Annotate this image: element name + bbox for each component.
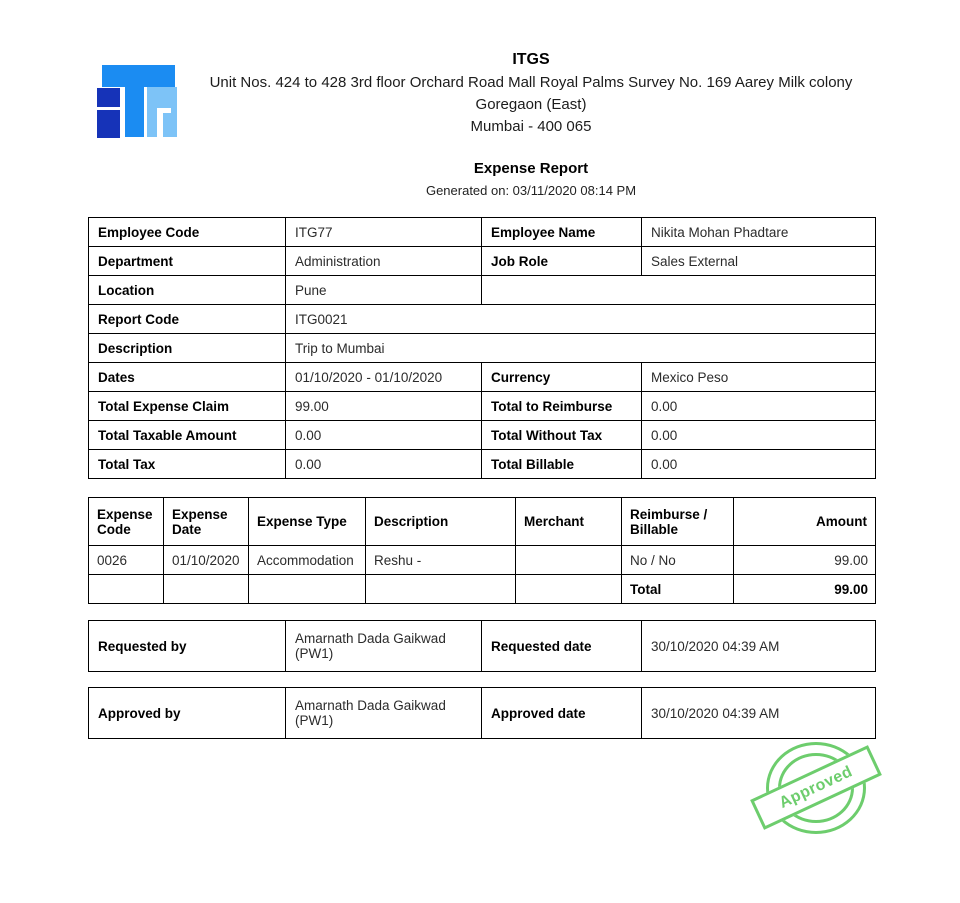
expense-description-cell: Reshu - [366,546,516,575]
table-row [89,363,876,392]
logo-i-stem-shape [97,110,120,138]
empty-cell [366,575,516,604]
column-header: Expense Date [164,498,249,546]
field-label: Department [89,247,286,276]
field-value: 0.00 [642,421,876,450]
field-value: 0.00 [642,450,876,479]
expense-merchant-cell [516,546,622,575]
table-row [89,334,876,363]
field-label: Total Expense Claim [89,392,286,421]
requested-date-label: Requested date [482,621,642,672]
table-row [89,421,876,450]
field-label: Report Code [89,305,286,334]
field-value: Administration [286,247,482,276]
employee-summary-table [88,217,876,479]
table-row [89,276,876,305]
approved-by-label: Approved by [89,688,286,739]
empty-cell [249,575,366,604]
field-value: 01/10/2020 - 01/10/2020 [286,363,482,392]
field-value: Trip to Mumbai [286,334,876,363]
approved-by-name: Amarnath Dada Gaikwad (PW1) [286,688,482,739]
field-label: Employee Code [89,218,286,247]
field-label: Total Taxable Amount [89,421,286,450]
field-value: 0.00 [286,450,482,479]
approved-by-table [88,687,876,739]
expense-code-cell: 0026 [89,546,164,575]
expense-amount-cell: 99.00 [734,546,876,575]
requested-by-label: Requested by [89,621,286,672]
logo-g-notch-horizontal [157,108,171,113]
logo-t-stem-shape [125,87,144,137]
field-label: Currency [482,363,642,392]
field-value [482,276,876,305]
approved-date-label: Approved date [482,688,642,739]
generated-on-text: Generated on: 03/11/2020 08:14 PM [425,183,637,198]
table-row [89,392,876,421]
field-value: Mexico Peso [642,363,876,392]
table-row [89,305,876,334]
field-label: Total Without Tax [482,421,642,450]
field-label: Description [89,334,286,363]
company-address: Unit Nos. 424 to 428 3rd floor Orchard Road Mall Royal Palms Survey No. 169 Aarey Milk colony Goregaon (East) [209,74,853,113]
expense-row [89,546,876,575]
field-label: Total to Reimburse [482,392,642,421]
logo-i-dot-shape [97,88,120,107]
total-label: Total [622,575,734,604]
field-label: Dates [89,363,286,392]
field-value: Sales External [642,247,876,276]
itg-logo [94,63,182,147]
table-row [89,247,876,276]
column-header: Amount [734,498,876,546]
field-value: ITG0021 [286,305,876,334]
total-amount: 99.00 [734,575,876,604]
field-label: Employee Name [482,218,642,247]
empty-cell [89,575,164,604]
table-row [89,621,876,672]
report-header [88,50,875,199]
stamp-text: Approved [776,762,856,812]
approved-stamp [753,740,883,844]
requested-date-value: 30/10/2020 04:39 AM [642,621,876,672]
field-value: 0.00 [286,421,482,450]
expense-date-cell: 01/10/2020 [164,546,249,575]
company-name: ITGS [512,51,550,68]
field-label: Total Tax [89,450,286,479]
logo-t-bar-shape [102,65,175,87]
column-header: Expense Type [249,498,366,546]
requested-by-name: Amarnath Dada Gaikwad (PW1) [286,621,482,672]
expense-reimburse-cell: No / No [622,546,734,575]
expense-total-row [89,575,876,604]
field-value: ITG77 [286,218,482,247]
column-header: Description [366,498,516,546]
column-header: Merchant [516,498,622,546]
field-value: 99.00 [286,392,482,421]
empty-cell [164,575,249,604]
table-row [89,450,876,479]
field-value: Pune [286,276,482,305]
expense-header-row [89,498,876,546]
approved-date-value: 30/10/2020 04:39 AM [642,688,876,739]
expense-type-cell: Accommodation [249,546,366,575]
field-label: Job Role [482,247,642,276]
column-header: Reimburse / Billable [622,498,734,546]
requested-by-table [88,620,876,672]
report-title: Expense Report [473,160,589,177]
table-row [89,688,876,739]
field-value: Nikita Mohan Phadtare [642,218,876,247]
company-city: Mumbai - 400 065 [470,118,592,135]
empty-cell [516,575,622,604]
field-label: Total Billable [482,450,642,479]
table-row [89,218,876,247]
field-value: 0.00 [642,392,876,421]
field-label: Location [89,276,286,305]
header-text-block [187,50,875,199]
expense-items-table [88,497,876,604]
column-header: Expense Code [89,498,164,546]
